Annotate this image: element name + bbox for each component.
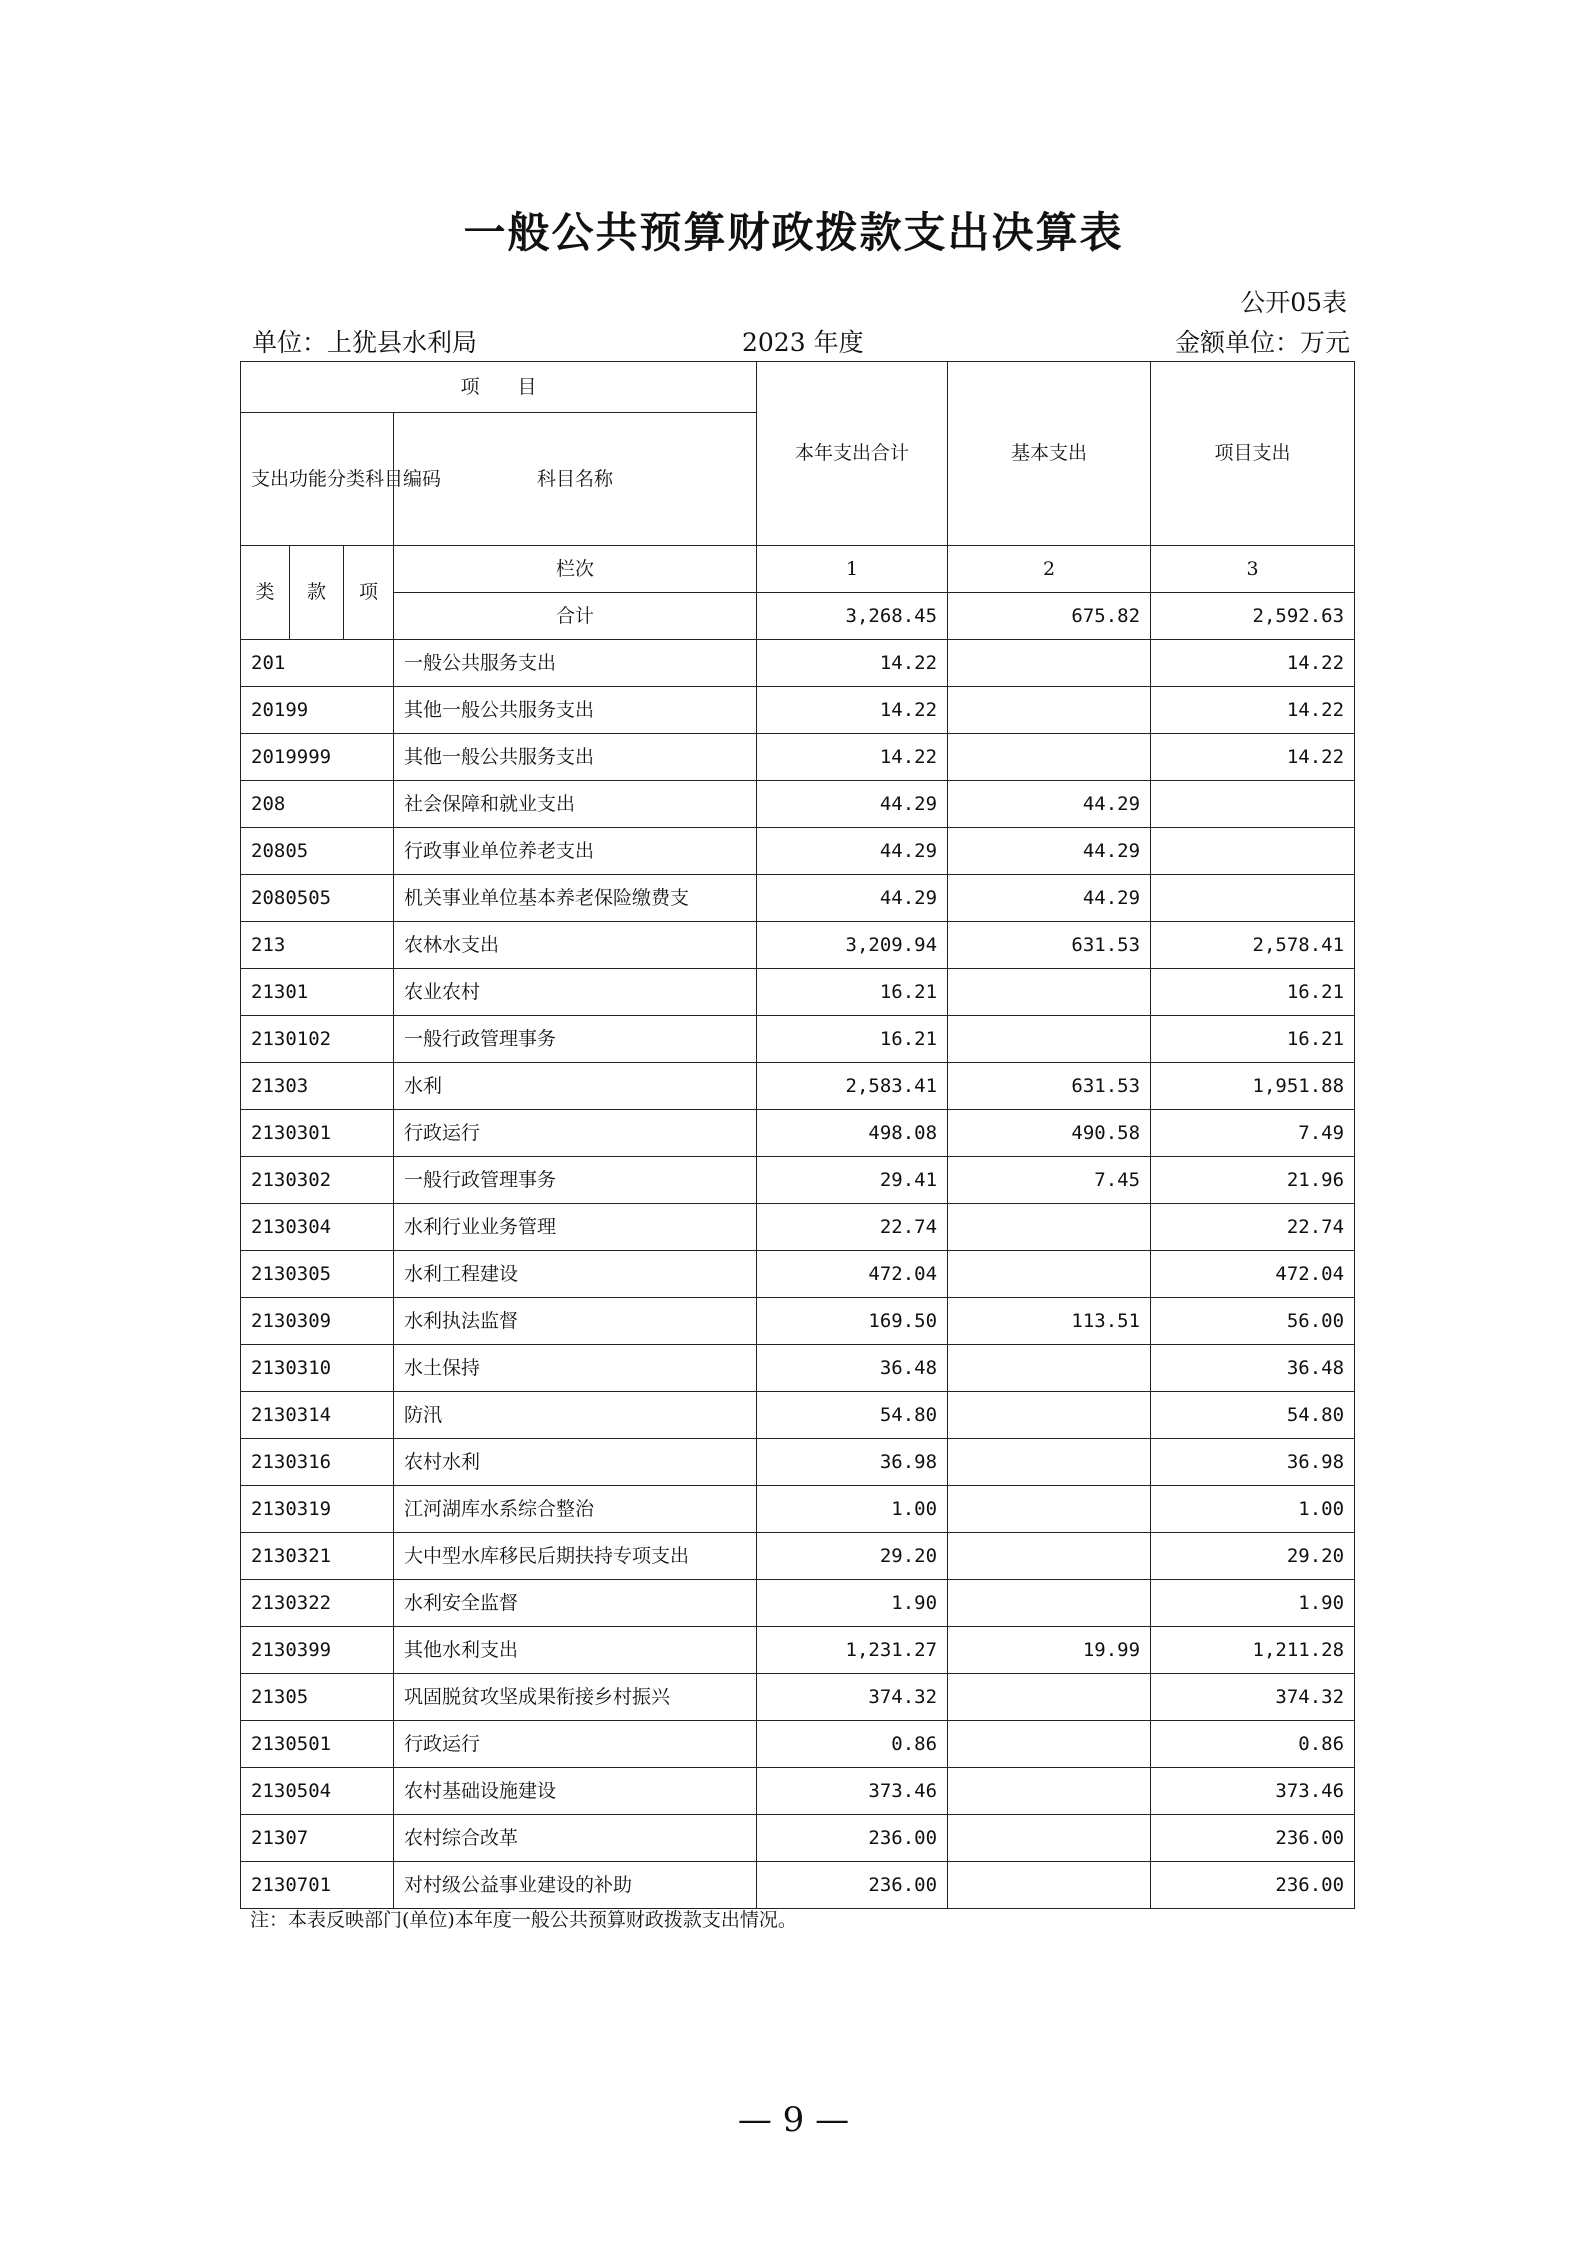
row-total: 1,231.27 bbox=[757, 1627, 948, 1674]
table-row bbox=[241, 1016, 1355, 1063]
row-code: 201 bbox=[241, 640, 394, 687]
year-label: 2023 年度 bbox=[742, 328, 864, 357]
header-col-no-3: 3 bbox=[1151, 546, 1355, 593]
row-project: 1.90 bbox=[1151, 1580, 1355, 1627]
row-name: 大中型水库移民后期扶持专项支出 bbox=[394, 1533, 757, 1580]
row-basic bbox=[948, 1016, 1151, 1063]
row-basic: 113.51 bbox=[948, 1298, 1151, 1345]
row-project: 236.00 bbox=[1151, 1815, 1355, 1862]
row-name: 水利执法监督 bbox=[394, 1298, 757, 1345]
row-code: 208 bbox=[241, 781, 394, 828]
table-row bbox=[241, 1815, 1355, 1862]
row-basic bbox=[948, 1486, 1151, 1533]
row-name: 行政运行 bbox=[394, 1110, 757, 1157]
row-code: 2130322 bbox=[241, 1580, 394, 1627]
table-row bbox=[241, 687, 1355, 734]
header-row-lanci bbox=[241, 546, 1355, 593]
row-name: 农村水利 bbox=[394, 1439, 757, 1486]
row-basic: 44.29 bbox=[948, 828, 1151, 875]
row-total: 3,209.94 bbox=[757, 922, 948, 969]
page-number: — 9 — bbox=[737, 2100, 850, 2140]
row-basic bbox=[948, 1674, 1151, 1721]
row-project: 2,578.41 bbox=[1151, 922, 1355, 969]
row-name: 水土保持 bbox=[394, 1345, 757, 1392]
table-row bbox=[241, 1063, 1355, 1110]
row-name: 行政运行 bbox=[394, 1721, 757, 1768]
row-name: 水利安全监督 bbox=[394, 1580, 757, 1627]
total-project: 2,592.63 bbox=[1151, 593, 1355, 640]
row-basic bbox=[948, 1204, 1151, 1251]
table-row bbox=[241, 1392, 1355, 1439]
row-basic bbox=[948, 1392, 1151, 1439]
row-code: 2130504 bbox=[241, 1768, 394, 1815]
header-col-no-1: 1 bbox=[757, 546, 948, 593]
row-total: 22.74 bbox=[757, 1204, 948, 1251]
row-total: 236.00 bbox=[757, 1862, 948, 1909]
header-code-label: 支出功能分类科目编码 bbox=[241, 413, 394, 546]
row-total: 498.08 bbox=[757, 1110, 948, 1157]
row-project bbox=[1151, 875, 1355, 922]
row-code: 21303 bbox=[241, 1063, 394, 1110]
row-project: 14.22 bbox=[1151, 734, 1355, 781]
total-row bbox=[241, 593, 1355, 640]
page-title: 一般公共预算财政拨款支出决算表 bbox=[463, 208, 1124, 257]
unit-label: 单位：上犹县水利局 bbox=[252, 328, 478, 357]
row-project: 472.04 bbox=[1151, 1251, 1355, 1298]
row-name: 农林水支出 bbox=[394, 922, 757, 969]
row-total: 36.98 bbox=[757, 1439, 948, 1486]
row-basic bbox=[948, 1721, 1151, 1768]
row-total: 1.00 bbox=[757, 1486, 948, 1533]
row-name: 机关事业单位基本养老保险缴费支 bbox=[394, 875, 757, 922]
total-total: 3,268.45 bbox=[757, 593, 948, 640]
row-name: 一般行政管理事务 bbox=[394, 1016, 757, 1063]
row-project: 1.00 bbox=[1151, 1486, 1355, 1533]
row-basic bbox=[948, 1439, 1151, 1486]
row-total: 472.04 bbox=[757, 1251, 948, 1298]
row-total: 29.41 bbox=[757, 1157, 948, 1204]
row-code: 20805 bbox=[241, 828, 394, 875]
row-project: 7.49 bbox=[1151, 1110, 1355, 1157]
row-code: 213 bbox=[241, 922, 394, 969]
header-lei: 类 bbox=[241, 546, 290, 640]
table-row bbox=[241, 1157, 1355, 1204]
header-lanci: 栏次 bbox=[394, 546, 757, 593]
row-name: 一般行政管理事务 bbox=[394, 1157, 757, 1204]
row-name: 其他一般公共服务支出 bbox=[394, 687, 757, 734]
table-row bbox=[241, 1721, 1355, 1768]
row-total: 54.80 bbox=[757, 1392, 948, 1439]
table-row bbox=[241, 734, 1355, 781]
table-row bbox=[241, 781, 1355, 828]
row-code: 20199 bbox=[241, 687, 394, 734]
table-row bbox=[241, 1862, 1355, 1909]
table-row bbox=[241, 1580, 1355, 1627]
row-name: 社会保障和就业支出 bbox=[394, 781, 757, 828]
row-code: 2130309 bbox=[241, 1298, 394, 1345]
row-basic bbox=[948, 1815, 1151, 1862]
row-total: 44.29 bbox=[757, 828, 948, 875]
row-project: 21.96 bbox=[1151, 1157, 1355, 1204]
header-project-expense: 项目支出 bbox=[1151, 362, 1355, 546]
row-basic: 7.45 bbox=[948, 1157, 1151, 1204]
table-row bbox=[241, 1345, 1355, 1392]
row-code: 2130310 bbox=[241, 1345, 394, 1392]
row-code: 2130102 bbox=[241, 1016, 394, 1063]
row-project: 56.00 bbox=[1151, 1298, 1355, 1345]
row-code: 2130314 bbox=[241, 1392, 394, 1439]
row-name: 其他水利支出 bbox=[394, 1627, 757, 1674]
row-code: 2130701 bbox=[241, 1862, 394, 1909]
header-row-project bbox=[241, 362, 1355, 413]
row-name: 行政事业单位养老支出 bbox=[394, 828, 757, 875]
row-name: 防汛 bbox=[394, 1392, 757, 1439]
header-name-label: 科目名称 bbox=[394, 413, 757, 546]
table-row bbox=[241, 640, 1355, 687]
row-basic: 44.29 bbox=[948, 875, 1151, 922]
row-total: 0.86 bbox=[757, 1721, 948, 1768]
row-basic bbox=[948, 1533, 1151, 1580]
row-basic bbox=[948, 1768, 1151, 1815]
money-unit-label: 金额单位：万元 bbox=[1174, 328, 1350, 357]
row-name: 水利工程建设 bbox=[394, 1251, 757, 1298]
row-name: 一般公共服务支出 bbox=[394, 640, 757, 687]
header-basic: 基本支出 bbox=[948, 362, 1151, 546]
row-project: 36.98 bbox=[1151, 1439, 1355, 1486]
row-code: 2130301 bbox=[241, 1110, 394, 1157]
row-total: 36.48 bbox=[757, 1345, 948, 1392]
row-total: 44.29 bbox=[757, 875, 948, 922]
row-basic bbox=[948, 734, 1151, 781]
row-basic: 19.99 bbox=[948, 1627, 1151, 1674]
row-code: 2130305 bbox=[241, 1251, 394, 1298]
row-total: 236.00 bbox=[757, 1815, 948, 1862]
row-code: 21301 bbox=[241, 969, 394, 1016]
row-basic bbox=[948, 1251, 1151, 1298]
row-basic: 44.29 bbox=[948, 781, 1151, 828]
row-project: 16.21 bbox=[1151, 969, 1355, 1016]
row-project: 54.80 bbox=[1151, 1392, 1355, 1439]
row-basic: 631.53 bbox=[948, 1063, 1151, 1110]
table-row bbox=[241, 1674, 1355, 1721]
row-project: 14.22 bbox=[1151, 640, 1355, 687]
row-basic bbox=[948, 969, 1151, 1016]
row-total: 14.22 bbox=[757, 640, 948, 687]
row-project: 29.20 bbox=[1151, 1533, 1355, 1580]
table-row bbox=[241, 1110, 1355, 1157]
footnote: 注：本表反映部门(单位)本年度一般公共预算财政拨款支出情况。 bbox=[250, 1909, 797, 1931]
row-name: 农村基础设施建设 bbox=[394, 1768, 757, 1815]
header-project: 项 目 bbox=[241, 362, 757, 413]
row-project: 373.46 bbox=[1151, 1768, 1355, 1815]
row-total: 374.32 bbox=[757, 1674, 948, 1721]
row-code: 2019999 bbox=[241, 734, 394, 781]
row-project: 22.74 bbox=[1151, 1204, 1355, 1251]
row-total: 373.46 bbox=[757, 1768, 948, 1815]
row-project: 14.22 bbox=[1151, 687, 1355, 734]
row-name: 对村级公益事业建设的补助 bbox=[394, 1862, 757, 1909]
row-project: 0.86 bbox=[1151, 1721, 1355, 1768]
row-code: 2130302 bbox=[241, 1157, 394, 1204]
row-project: 36.48 bbox=[1151, 1345, 1355, 1392]
table-row bbox=[241, 828, 1355, 875]
total-basic: 675.82 bbox=[948, 593, 1151, 640]
row-basic: 490.58 bbox=[948, 1110, 1151, 1157]
total-label: 合计 bbox=[394, 593, 757, 640]
row-project: 236.00 bbox=[1151, 1862, 1355, 1909]
table-row bbox=[241, 1204, 1355, 1251]
table-row bbox=[241, 1533, 1355, 1580]
table-row bbox=[241, 875, 1355, 922]
row-name: 水利 bbox=[394, 1063, 757, 1110]
row-code: 2130316 bbox=[241, 1439, 394, 1486]
row-project bbox=[1151, 828, 1355, 875]
row-total: 14.22 bbox=[757, 734, 948, 781]
row-total: 16.21 bbox=[757, 969, 948, 1016]
row-code: 2130319 bbox=[241, 1486, 394, 1533]
header-xiang: 项 bbox=[344, 546, 394, 640]
row-basic bbox=[948, 1862, 1151, 1909]
row-code: 2080505 bbox=[241, 875, 394, 922]
table-row bbox=[241, 1251, 1355, 1298]
row-total: 2,583.41 bbox=[757, 1063, 948, 1110]
row-name: 农业农村 bbox=[394, 969, 757, 1016]
row-name: 水利行业业务管理 bbox=[394, 1204, 757, 1251]
table-row bbox=[241, 922, 1355, 969]
header-col-no-2: 2 bbox=[948, 546, 1151, 593]
table-row bbox=[241, 969, 1355, 1016]
row-basic: 631.53 bbox=[948, 922, 1151, 969]
row-code: 2130501 bbox=[241, 1721, 394, 1768]
form-number: 公开05表 bbox=[1240, 288, 1347, 317]
row-total: 14.22 bbox=[757, 687, 948, 734]
row-code: 2130304 bbox=[241, 1204, 394, 1251]
table-row bbox=[241, 1298, 1355, 1345]
row-total: 169.50 bbox=[757, 1298, 948, 1345]
row-basic bbox=[948, 1345, 1151, 1392]
row-project: 1,951.88 bbox=[1151, 1063, 1355, 1110]
row-project: 16.21 bbox=[1151, 1016, 1355, 1063]
row-total: 44.29 bbox=[757, 781, 948, 828]
row-name: 其他一般公共服务支出 bbox=[394, 734, 757, 781]
row-code: 21305 bbox=[241, 1674, 394, 1721]
row-name: 农村综合改革 bbox=[394, 1815, 757, 1862]
row-total: 29.20 bbox=[757, 1533, 948, 1580]
row-project: 374.32 bbox=[1151, 1674, 1355, 1721]
row-basic bbox=[948, 687, 1151, 734]
row-basic bbox=[948, 1580, 1151, 1627]
row-project: 1,211.28 bbox=[1151, 1627, 1355, 1674]
table-row bbox=[241, 1768, 1355, 1815]
row-code: 2130399 bbox=[241, 1627, 394, 1674]
row-code: 21307 bbox=[241, 1815, 394, 1862]
header-total: 本年支出合计 bbox=[757, 362, 948, 546]
row-name: 巩固脱贫攻坚成果衔接乡村振兴 bbox=[394, 1674, 757, 1721]
budget-table bbox=[240, 361, 1355, 1909]
row-code: 2130321 bbox=[241, 1533, 394, 1580]
table-row bbox=[241, 1627, 1355, 1674]
table-row bbox=[241, 1439, 1355, 1486]
header-kuan: 款 bbox=[290, 546, 344, 640]
row-project bbox=[1151, 781, 1355, 828]
row-name: 江河湖库水系综合整治 bbox=[394, 1486, 757, 1533]
row-basic bbox=[948, 640, 1151, 687]
table-row bbox=[241, 1486, 1355, 1533]
row-total: 1.90 bbox=[757, 1580, 948, 1627]
row-total: 16.21 bbox=[757, 1016, 948, 1063]
